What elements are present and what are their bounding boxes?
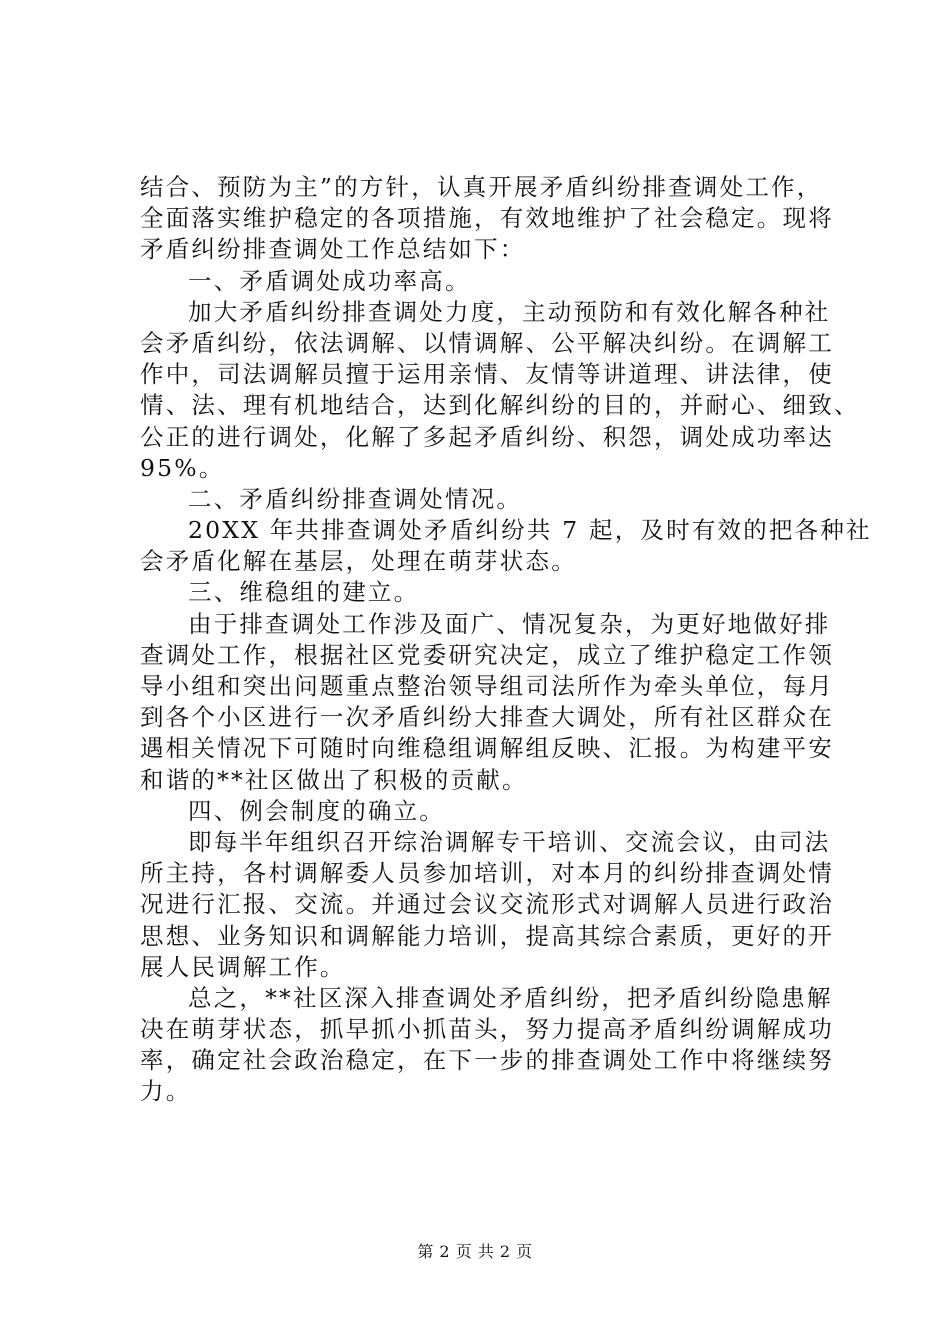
body-line: 公正的进行调处，化解了多起矛盾纠纷、积怨，调处成功率达 [140, 422, 834, 451]
body-line: 思想、业务知识和调解能力培训，提高其综合素质，更好的开 [140, 921, 834, 950]
page-footer: 第 2 页 共 2 页 [417, 1242, 533, 1261]
body-line: 加大矛盾纠纷排查调处力度，主动预防和有效化解各种社 [188, 297, 831, 326]
body-line: 会矛盾化解在基层，处理在萌芽状态。 [140, 547, 577, 576]
body-line: 况进行汇报、交流。并通过会议交流形式对调解人员进行政治 [140, 890, 834, 919]
body-line: 导小组和突出问题重点整治领导组司法所作为牵头单位，每月 [140, 672, 834, 700]
body-line: 力。 [140, 1077, 192, 1106]
body-line: 95%。 [140, 453, 225, 482]
body-line: 全面落实维护稳定的各项措施，有效地维护了社会稳定。现将 [140, 204, 834, 233]
body-line: 率，确定社会政治稳定，在下一步的排查调处工作中将继续努 [140, 1046, 834, 1075]
body-line: 20XX 年共排查调处矛盾纠纷共 7 起，及时有效的把各种社 [188, 516, 872, 545]
body-line: 情、法、理有机地结合，达到化解纠纷的目的，并耐心、细致、 [140, 391, 860, 420]
body-line: 一、矛盾调处成功率高。 [188, 266, 471, 295]
body-line: 总之，**社区深入排查调处矛盾纠纷，把矛盾纠纷隐患解 [188, 983, 833, 1012]
body-line: 所主持，各村调解委人员参加培训，对本月的纠纷排查调处情 [140, 859, 834, 888]
body-line: 遇相关情况下可随时向维稳组调解组反映、汇报。为构建平安 [140, 734, 834, 763]
body-line: 决在萌芽状态，抓早抓小抓苗头，努力提高矛盾纠纷调解成功 [140, 1015, 834, 1044]
body-line: 三、维稳组的建立。 [188, 578, 420, 607]
body-line: 作中，司法调解员擅于运用亲情、友情等讲道理、讲法律，使 [140, 360, 834, 389]
body-line: 和谐的**社区做出了积极的贡献。 [140, 765, 528, 794]
body-line: 由于排查调处工作涉及面广、情况复杂，为更好地做好排 [188, 609, 831, 638]
body-line: 查调处工作，根据社区党委研究决定，成立了维护稳定工作领 [140, 640, 834, 669]
body-line: 矛盾纠纷排查调处工作总结如下： [140, 235, 526, 264]
body-line: 展人民调解工作。 [140, 952, 346, 981]
body-line: 即每半年组织召开综治调解专干培训、交流会议，由司法 [188, 827, 831, 856]
body-line: 结合、预防为主”的方针，认真开展矛盾纠纷排查调处工作， [140, 173, 823, 201]
body-line: 四、例会制度的确立。 [188, 796, 445, 825]
body-line: 会矛盾纠纷，依法调解、以情调解、公平解决纠纷。在调解工 [140, 328, 834, 357]
document-body [140, 172, 872, 1108]
body-line: 二、矛盾纠纷排查调处情况。 [188, 484, 523, 513]
body-line: 到各个小区进行一次矛盾纠纷大排查大调处，所有社区群众在 [140, 703, 834, 732]
